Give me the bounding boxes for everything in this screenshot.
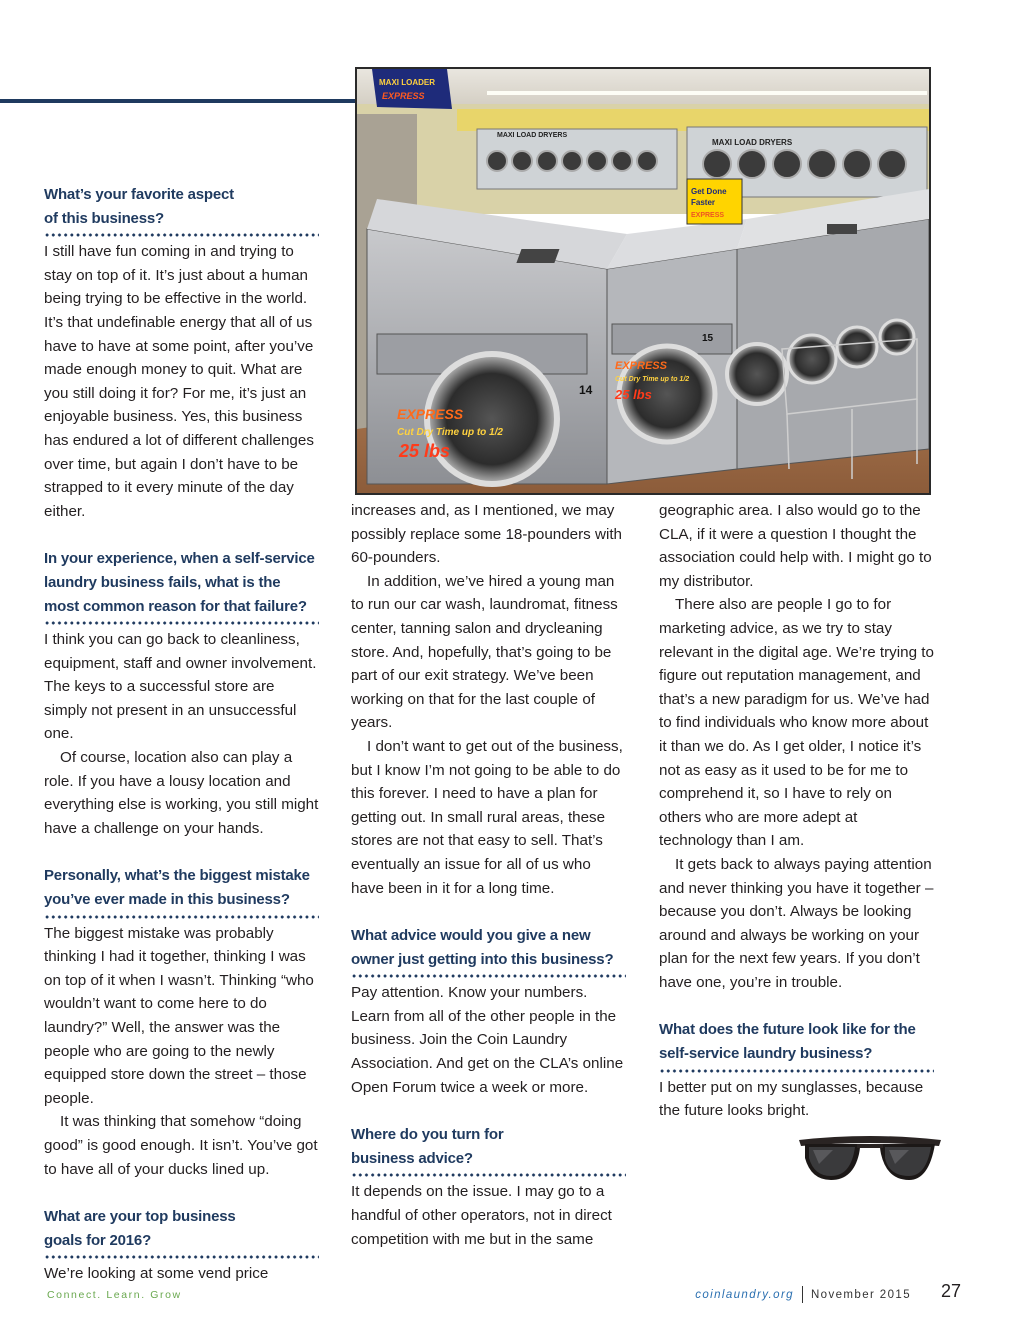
answer-business-failure: I think you can go back to cleanliness, equipment, staff and owner involvement. The keys to a successful store are simply not present in an unsuccessful one. xyxy=(44,631,317,743)
dotted-divider xyxy=(351,974,626,978)
answer-future: I better put on my sunglasses, because the future looks bright. xyxy=(659,1078,924,1120)
svg-text:Faster: Faster xyxy=(691,198,716,207)
answer-business-advice-continued: geographic area. I also would go to the CLA, if it were a question I thought the association could help with. I might go to my distributor. xyxy=(659,502,932,590)
dotted-divider xyxy=(659,1069,934,1073)
answer-business-advice-continued: There also are people I go to for marketing advice, as we try to stay relevant in the digital age. We’re trying to figure out reputation management, and that’s a new paradigm for us. We’ve had to find individuals who know more about it than we do. As I get older, I notice it’s not as easy as it used to be for me to comprehend it, so I have to rely on others who are more adept at technology than I am. xyxy=(659,596,934,850)
svg-text:15: 15 xyxy=(702,333,714,344)
header-rule xyxy=(0,99,358,103)
answer-business-failure: Of course, location also can play a role. If you have a lousy location and everything else is working, you still might have a challenge on your hands. xyxy=(44,749,319,837)
sunglasses-icon xyxy=(795,1132,945,1191)
question-business-failure: In your experience, when a self-service laundry business fails, what is the most common reason for that failure? xyxy=(44,550,315,615)
svg-text:25 lbs: 25 lbs xyxy=(615,387,652,402)
answer-top-goals: We’re looking at some vend price xyxy=(44,1265,269,1283)
answer-business-advice-continued: It gets back to always paying attention and never thinking you have it together – because you don’t. Always be looking around and always be working on your plan for the next few years. If you don’t have one, you’re in trouble. xyxy=(659,855,934,991)
answer-favorite-aspect: I still have fun coming in and trying to stay on top of it. It’s just about a human being trying to be effective in the world. It’s that undefinable energy that all of us have to have at some point, after you’ve made enough money to quit. What are you still doing it for? For me, it’s just an enjoyable business. Yes, this business has endured a lot of different challenges over time, but again I don’t have to be strapped to it every minute of the day either. xyxy=(44,243,314,520)
question-biggest-mistake: Personally, what’s the biggest mistake you’ve ever made in this business? xyxy=(44,867,310,909)
answer-advice-new-owner: Pay attention. Know your numbers. Learn from all of the other people in the business. Join the Coin Laundry Association. And get on the CLA’s online Open Forum twice a week or more. xyxy=(351,984,624,1096)
dotted-divider xyxy=(44,621,319,625)
footer-issue-date: November 2015 xyxy=(810,1288,911,1301)
svg-text:EXPRESS: EXPRESS xyxy=(615,360,667,372)
svg-text:MAXI LOADER: MAXI LOADER xyxy=(379,78,435,87)
svg-text:25 lbs: 25 lbs xyxy=(399,441,451,461)
dotted-divider xyxy=(44,1255,319,1259)
svg-text:MAXI LOAD DRYERS: MAXI LOAD DRYERS xyxy=(712,138,793,147)
answer-biggest-mistake: The biggest mistake was probably thinking I had it together, thinking I was on top of it when I wasn’t. Thinking “who wouldn’t want to come here to do laundry?” Well, the answer was the people who are going to the newly equipped store down the street – those people. xyxy=(44,924,314,1107)
dotted-divider xyxy=(44,233,319,237)
answer-top-goals-continued: In addition, we’ve hired a young man to run our car wash, laundromat, fitness center, tanning salon and drycleaning store. And, hopefully, that’s going to be part of our exit strategy. We’ve been working on that for the last couple of years. xyxy=(351,572,618,732)
dotted-divider xyxy=(44,915,319,919)
question-business-advice: Where do you turn for business advice? xyxy=(351,1126,504,1167)
laundromat-photo xyxy=(355,67,931,495)
question-top-goals: What are your top business goals for 2016? xyxy=(44,1208,236,1249)
footer-site-link[interactable]: coinlaundry.org xyxy=(695,1288,794,1301)
column-3 xyxy=(659,499,934,1123)
dotted-divider xyxy=(351,1173,626,1177)
column-1 xyxy=(44,183,319,1286)
svg-text:Cut Dry Time up to 1/2: Cut Dry Time up to 1/2 xyxy=(615,376,690,383)
svg-text:14: 14 xyxy=(579,383,593,397)
question-favorite-aspect: What’s your favorite aspect of this business? xyxy=(44,186,234,227)
svg-text:Get Done: Get Done xyxy=(691,187,727,196)
answer-business-advice: It depends on the issue. I may go to a handful of other operators, not in direct competition with me but in the same xyxy=(351,1183,612,1248)
footer-tagline: Connect. Learn. Grow xyxy=(47,1289,182,1301)
answer-biggest-mistake: It was thinking that somehow “doing good” is good enough. It isn’t. You’ve got to have all of your ducks lined up. xyxy=(44,1113,318,1178)
question-advice-new-owner: What advice would you give a new owner just getting into this business? xyxy=(351,927,614,968)
footer-publication xyxy=(695,1286,911,1303)
svg-text:EXPRESS: EXPRESS xyxy=(382,91,425,101)
svg-text:EXPRESS: EXPRESS xyxy=(691,212,725,219)
column-2 xyxy=(351,499,626,1251)
footer-divider xyxy=(802,1286,803,1303)
answer-top-goals-continued: I don’t want to get out of the business, but I know I’m not going to be able to do this forever. I need to have a plan for getting out. In small rural areas, these stores are not that easy to sell. That’s eventually an issue for all of us who have been in it for a long time. xyxy=(351,737,623,897)
svg-text:MAXI LOAD DRYERS: MAXI LOAD DRYERS xyxy=(497,132,568,139)
answer-top-goals-continued: increases and, as I mentioned, we may possibly replace some 18-pounders with 60-pounders. xyxy=(351,502,622,567)
question-future: What does the future look like for the self-service laundry business? xyxy=(659,1021,916,1063)
svg-text:EXPRESS: EXPRESS xyxy=(397,406,464,422)
page-number: 27 xyxy=(941,1281,962,1301)
svg-text:Cut Dry Time up to 1/2: Cut Dry Time up to 1/2 xyxy=(397,427,503,438)
